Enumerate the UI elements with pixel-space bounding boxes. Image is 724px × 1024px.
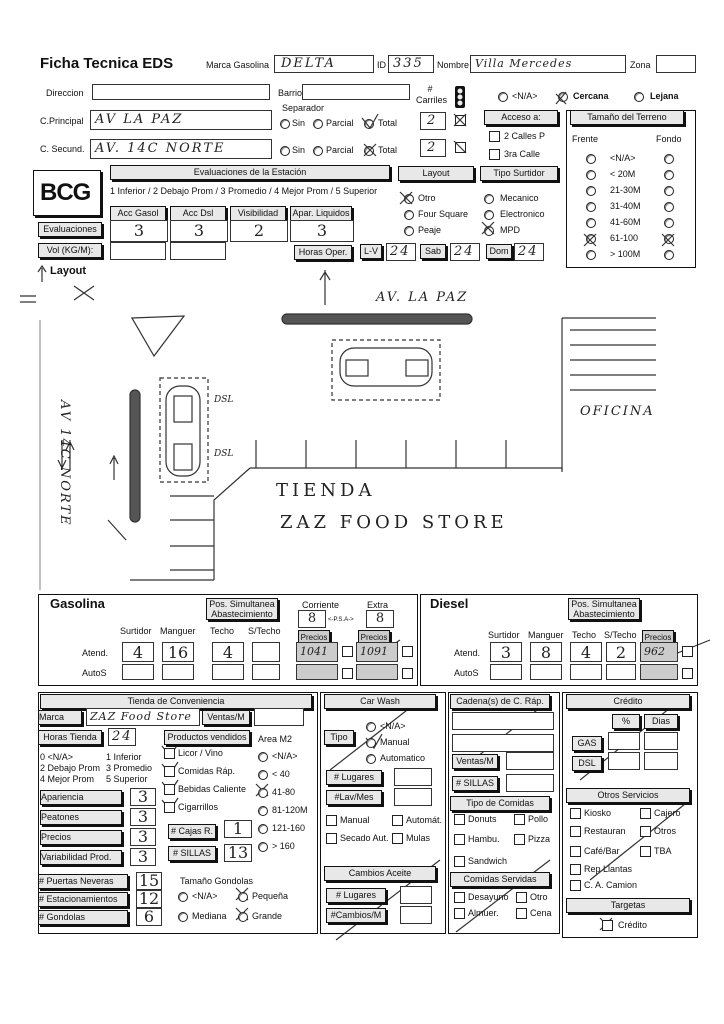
rating-field[interactable]: 3 (130, 808, 156, 826)
area-label: < 40 (272, 769, 290, 779)
otro-servicio-label: C. A. Camion (584, 880, 638, 890)
tienda-cajas-field[interactable]: 1 (224, 820, 252, 838)
layout-otro-mark (400, 192, 412, 204)
sketch-street-top: AV. LA PAZ (376, 290, 469, 305)
credito-gas-label: GAS (572, 736, 602, 751)
dsl-autos-surtidor[interactable] (490, 664, 522, 680)
eval-accgasol-field[interactable]: 3 (110, 220, 168, 242)
tienda-horas-value: 24 (112, 729, 133, 744)
dsl-autos-stecho[interactable] (606, 664, 636, 680)
gond-pequena-radio[interactable] (238, 892, 248, 902)
area-label: 41-80 (272, 787, 296, 797)
credito-dias: Dias (644, 714, 678, 729)
gas-autos-precio1[interactable] (296, 664, 338, 680)
gas-col-manguer: Manguer (160, 626, 196, 636)
comida-donuts-check[interactable] (454, 814, 465, 825)
cadenas-title: Cadena(s) de C. Ráp. (450, 694, 550, 709)
tienda-scale3: 2 Debajo Prom (40, 763, 101, 773)
nombre-value: Villa Mercedes (475, 57, 573, 70)
eval-visibilidad-field[interactable]: 2 (230, 220, 288, 242)
cw-lav-field[interactable] (394, 788, 432, 806)
producto-label: Cigarrillos (178, 802, 219, 812)
tienda-neveras-label: # Puertas Neveras (38, 874, 128, 889)
tienda-scale2: 1 Inferior (106, 752, 142, 762)
comida-sandwich-check[interactable] (454, 856, 465, 867)
cw-manual-radio[interactable] (366, 738, 376, 748)
carriles-label: # Carriles (416, 84, 448, 105)
sep-s-total-mark (364, 144, 376, 156)
layout-otro-label: Otro (418, 193, 436, 203)
acceso-cercana-label: Cercana (573, 91, 609, 101)
page-title: Ficha Tecnica EDS (40, 55, 174, 72)
otro-servicio-check[interactable] (570, 826, 581, 837)
mpd-mark (482, 222, 494, 234)
gas-precio-extra[interactable] (356, 642, 398, 662)
serv-cena-label: Cena (530, 908, 552, 918)
dsl-atend-techo[interactable]: 4 (570, 642, 602, 662)
dsl-col-manguer: Manguer (528, 630, 564, 640)
gas-precio-corr[interactable] (296, 642, 338, 662)
surtidor-title: Tipo Surtidor (480, 166, 558, 181)
eval-col-accdsl: Acc Dsl (170, 206, 226, 221)
gas-autos-surtidor[interactable] (122, 664, 154, 680)
targeta-credito-label: Crédito (618, 920, 648, 930)
horas-sab-label: Sab (420, 244, 446, 259)
carwash-title: Car Wash (324, 694, 436, 709)
area-radio[interactable] (258, 806, 268, 816)
id-label: ID (377, 60, 386, 70)
zona-label: Zona (630, 60, 651, 70)
horas-dom-value: 24 (518, 244, 539, 259)
cadenas-sillas-field[interactable] (506, 774, 554, 792)
otro-servicio-label: TBA (654, 846, 672, 856)
otro-servicio-label: Restauran (584, 826, 626, 836)
eval-accdsl-field[interactable]: 3 (170, 220, 228, 242)
tienda-ventas-label: Ventas/M (202, 710, 250, 725)
gasolina-psa: <-P.S.A-> (328, 617, 354, 623)
tienda-gondolas-field[interactable]: 6 (136, 908, 162, 926)
gas-col-techo: Techo (210, 626, 235, 636)
cadenas-field-2[interactable] (452, 734, 554, 752)
id-value: 335 (393, 56, 424, 71)
dsl-autos-manguer[interactable] (530, 664, 562, 680)
horas-label: Horas Oper. (294, 245, 352, 260)
producto-check[interactable] (164, 766, 175, 777)
comida-donuts-label: Donuts (468, 814, 497, 824)
tienda-estac-label: # Estacionamientos (38, 892, 128, 907)
cw-automat-check[interactable] (392, 815, 403, 826)
carwash-tipo-label: Tipo (324, 730, 354, 745)
acceso-title: Acceso a: (484, 110, 558, 125)
cadenas-servidas-title: Comidas Servidas (450, 872, 550, 887)
nombre-label: Nombre (437, 60, 470, 70)
tienda-marca-value: ZAZ Food Store (90, 710, 192, 723)
bcg-logo-text: BCG (40, 179, 91, 206)
area-label: <N/A> (272, 751, 298, 761)
csecund-value: AV. 14C NORTE (95, 141, 226, 156)
gond-na-radio[interactable] (178, 892, 188, 902)
cw-manual-label: Manual (380, 737, 410, 747)
credito-dsl-dias[interactable] (644, 752, 678, 770)
dsl-precio-check[interactable] (682, 646, 693, 657)
dsl-atend-surtidor[interactable]: 3 (490, 642, 522, 662)
otro-servicio-check[interactable] (570, 864, 581, 875)
rating-label: Variabilidad Prod. (40, 850, 122, 865)
gond-grande-label: Grande (252, 911, 283, 921)
diesel-pos: Pos. Simultanea Abastecimiento (568, 598, 640, 620)
cw-manual-check[interactable] (326, 815, 337, 826)
evaluaciones-title: Evaluaciones de la Estación (110, 165, 390, 180)
producto-label: Comidas Ráp. (178, 766, 236, 776)
otro-servicio-label: Café/Bar (584, 846, 620, 856)
dsl-col-surtidor: Surtidor (488, 630, 520, 640)
rating-field[interactable]: 3 (130, 788, 156, 806)
sketch-layout-label: Layout (50, 265, 87, 277)
serv-otro-check[interactable] (516, 892, 527, 903)
gas-autos-precio2-check[interactable] (402, 668, 413, 679)
dsl-col-stecho: S/Techo (604, 630, 637, 640)
gas-atend-manguer[interactable]: 16 (162, 642, 194, 662)
serv-desayuno-check[interactable] (454, 892, 465, 903)
area-radio[interactable] (258, 770, 268, 780)
gasolina-pos: Pos. Simultanea Abastecimiento (206, 598, 278, 620)
cw-mulas-check[interactable] (392, 833, 403, 844)
gas-precios-1: Precios (298, 630, 330, 645)
gas-precio-corr-check[interactable] (342, 646, 353, 657)
cw-na-radio[interactable] (366, 722, 376, 732)
eval-col-visibilidad: Visibilidad (230, 206, 286, 221)
sep-p-total-label: Total (378, 118, 398, 128)
marca-label: Marca Gasolina (206, 60, 270, 70)
cprincipal-value: AV LA PAZ (95, 112, 184, 127)
otro-servicio-check[interactable] (640, 826, 651, 837)
tienda-marca-field[interactable] (86, 708, 200, 726)
rating-label: Precios (40, 830, 122, 845)
tienda-horas-field[interactable] (108, 728, 136, 746)
gond-mediana-label: Mediana (192, 911, 227, 921)
area-label: 121-160 (272, 823, 306, 833)
otro-servicio-label: Otros (654, 826, 677, 836)
gas-autos-manguer[interactable] (162, 664, 194, 680)
comida-pizza-check[interactable] (514, 834, 525, 845)
tienda-gondolas-label: # Gondolas (38, 910, 128, 925)
marca-value: DELTA (281, 56, 336, 71)
area-radio[interactable] (258, 842, 268, 852)
tienda-sillas-field[interactable]: 13 (224, 844, 252, 862)
cadenas-sillas-label: # SILLAS (452, 776, 498, 791)
otro-servicio-check[interactable] (570, 808, 581, 819)
sketch-dsl1: DSL (214, 395, 234, 405)
gas-autos-techo[interactable] (212, 664, 244, 680)
credito-pct: % (612, 714, 640, 729)
serv-almuer-label: Almuer. (468, 908, 499, 918)
gas-atend-stecho[interactable] (252, 642, 280, 662)
cw-auto-radio[interactable] (366, 754, 376, 764)
cprincipal-label: C.Principal (40, 116, 84, 126)
gas-precio-extra-check[interactable] (402, 646, 413, 657)
dsl-precio[interactable] (640, 642, 678, 662)
gas-precios-2: Precios (358, 630, 390, 645)
producto-label: Bebidas Caliente (178, 784, 247, 794)
serv-desayuno-label: Desayuno (468, 892, 509, 902)
layout-peaje-label: Peaje (418, 225, 442, 235)
fondo-61-mark (662, 234, 674, 246)
gond-mediana-radio[interactable] (178, 912, 188, 922)
frente-61-mark (584, 234, 596, 246)
gas-col-stecho: S/Techo (248, 626, 281, 636)
terreno-option-label: 31-40M (610, 201, 641, 211)
terreno-option-label: < 20M (610, 169, 636, 179)
terreno-title: Tamaño del Terreno (570, 110, 684, 125)
evaluaciones-scale: 1 Inferior / 2 Debajo Prom / 3 Promedio / 4 Mejor Prom / 5 Superior (110, 186, 378, 196)
rating-field[interactable]: 3 (130, 828, 156, 846)
serv-almuer-check[interactable] (454, 908, 465, 919)
cw-secado-check-label: Secado Aut. (340, 833, 389, 843)
diesel-title: Diesel (430, 596, 469, 611)
eval-liquidos-field[interactable]: 3 (290, 220, 354, 242)
direccion-label: Direccion (46, 88, 84, 98)
horas-dom-label: Dom (486, 244, 512, 259)
tienda-estac-field[interactable]: 12 (136, 890, 162, 908)
cadenas-field-1[interactable] (452, 712, 554, 730)
serv-cena-check[interactable] (516, 908, 527, 919)
producto-check[interactable] (164, 802, 175, 813)
layout-title: Layout (398, 166, 474, 181)
gond-pequena-label: Pequeña (252, 891, 289, 901)
separador-label: Separador (282, 103, 325, 113)
terreno-option-label: 21-30M (610, 185, 641, 195)
csecund-label: C. Secund. (40, 144, 85, 154)
otro-servicio-label: Kiosko (584, 808, 612, 818)
comida-pollo-label: Pollo (528, 814, 549, 824)
tienda-scale1: 0 <N/A> (40, 752, 74, 762)
dsl-autos-label: AutoS (454, 668, 479, 678)
gas-atend-techo[interactable]: 4 (212, 642, 244, 662)
dsl-autos-precio-check[interactable] (682, 668, 693, 679)
carriles-p-mark (454, 114, 466, 126)
comida-pizza-label: Pizza (528, 834, 551, 844)
dsl-atend-manguer[interactable]: 8 (530, 642, 562, 662)
acceso-tercera-label: 3ra Calle (504, 149, 541, 159)
gas-autos-label: AutoS (82, 668, 107, 678)
terreno-frente: Frente (572, 134, 599, 144)
credito-dsl-label: DSL (572, 756, 602, 771)
otro-servicio-label: Cajero (654, 808, 681, 818)
otro-servicio-check[interactable] (640, 808, 651, 819)
comida-pollo-check[interactable] (514, 814, 525, 825)
tienda-area-label: Area M2 (258, 734, 293, 744)
terreno-option-label: <N/A> (610, 153, 636, 163)
cw-lugares-field[interactable] (394, 768, 432, 786)
gas-autos-precio1-check[interactable] (342, 668, 353, 679)
dsl-autos-techo[interactable] (570, 664, 602, 680)
cw-lugares-label: # Lugares (326, 770, 382, 785)
tienda-cajas-label: # Cajas R. (168, 824, 216, 839)
eval-col-accgasol: Acc Gasol (110, 206, 166, 221)
dsl-atend-stecho[interactable]: 2 (606, 642, 636, 662)
producto-label: Licor / Vino (178, 748, 223, 758)
sep-s-total-label: Total (378, 145, 398, 155)
aceite-cambios-field[interactable] (400, 906, 432, 924)
credito-title: Crédito (566, 694, 690, 709)
tienda-marca-label: Marca (38, 710, 82, 725)
cw-manual-check-label: Manual (340, 815, 370, 825)
sketch-oficina: OFICINA (580, 404, 655, 419)
layout-foursquare-label: Four Square (418, 209, 469, 219)
tienda-scale5: 4 Mejor Prom (40, 774, 95, 784)
aceite-title: Cambios Aceite (324, 866, 436, 881)
tienda-productos-title: Productos vendidos (164, 730, 250, 745)
cw-lav-label: #Lav/Mes (326, 790, 382, 805)
terreno-option-label: 41-60M (610, 217, 641, 227)
tienda-tam-gond: Tamaño Gondolas (180, 876, 254, 886)
comida-sandwich-label: Sandwich (468, 856, 508, 866)
gasolina-extra-field[interactable]: 8 (366, 610, 394, 628)
credito-dsl-pct[interactable] (608, 752, 640, 770)
gond-grande-radio[interactable] (238, 912, 248, 922)
gas-col-surtidor: Surtidor (120, 626, 152, 636)
area-label: 81-120M (272, 805, 308, 815)
dsl-autos-precio[interactable] (640, 664, 678, 680)
gas-autos-stecho[interactable] (252, 664, 280, 680)
terreno-option-label: > 100M (610, 249, 641, 259)
surtidor-mpd-label: MPD (500, 225, 520, 235)
cw-mulas-check-label: Mulas (406, 833, 431, 843)
sketch-street-left: AV 14C NORTE (57, 400, 72, 527)
credito-gas-dias[interactable] (644, 732, 678, 750)
sketch-tienda: TIENDA (276, 480, 376, 501)
surtidor-electronico-label: Electronico (500, 209, 545, 219)
eval-col-liquidos: Apar. Liquidos (290, 206, 352, 221)
gasolina-corriente-field[interactable]: 8 (298, 610, 326, 628)
sep-p-sin-label: Sin (292, 118, 306, 128)
terreno-option-label: 61-100 (610, 233, 639, 243)
sketch-dsl2: DSL (214, 449, 234, 459)
sep-s-parcial-label: Parcial (326, 145, 354, 155)
horas-lv-value: 24 (390, 244, 411, 259)
cadenas-ventas-field[interactable] (506, 752, 554, 770)
aceite-lugares-field[interactable] (400, 886, 432, 904)
tienda-neveras-field[interactable]: 15 (136, 872, 162, 890)
gasolina-corriente: Corriente (302, 600, 340, 610)
sep-p-total-mark (362, 114, 378, 128)
acceso-calles-label: 2 Calles P (504, 131, 546, 141)
comida-hambu-check[interactable] (454, 834, 465, 845)
serv-otro-label: Otro (530, 892, 548, 902)
evaluaciones-row-label: Evaluaciones (38, 222, 102, 237)
dsl-precio-value: 962 (644, 645, 665, 658)
tienda-sillas-label: # SILLAS (168, 846, 216, 861)
rating-field[interactable]: 3 (130, 848, 156, 866)
area-radio[interactable] (258, 752, 268, 762)
producto-check[interactable] (164, 748, 175, 759)
carriles-s-mark (454, 141, 466, 153)
otro-servicio-label: Rep Llantas (584, 864, 633, 874)
area-label: > 160 (272, 841, 295, 851)
vol-label: Vol (KG/M): (38, 243, 102, 258)
area-radio[interactable] (258, 824, 268, 834)
tienda-scale4: 3 Promedio (106, 763, 153, 773)
tienda-ventas-field[interactable] (254, 708, 304, 726)
cw-auto-label: Automatico (380, 753, 426, 763)
gond-na-label: <N/A> (192, 891, 218, 901)
gas-atend-label: Atend. (82, 648, 109, 658)
carriles-s-value: 2 (427, 140, 438, 155)
horas-lv-label: L-V (360, 244, 382, 259)
gas-precio-extra-value: 1091 (360, 645, 388, 658)
dsl-precios: Precios (642, 630, 674, 645)
dsl-col-techo: Techo (572, 630, 597, 640)
acceso-lejana-label: Lejana (650, 91, 679, 101)
cw-na-label: <N/A> (380, 721, 406, 731)
rating-label: Apariencia (40, 790, 122, 805)
dsl-atend-label: Atend. (454, 648, 481, 658)
tienda-horas-label: Horas Tienda (38, 730, 102, 745)
otro-servicio-check[interactable] (570, 880, 581, 891)
otro-servicio-check[interactable] (570, 846, 581, 857)
surtidor-mecanico-label: Mecanico (500, 193, 539, 203)
gasolina-extra: Extra (367, 600, 389, 610)
otros-title: Otros Servicios (566, 788, 690, 803)
aceite-lugares-label: # Lugares (326, 888, 386, 903)
area-radio[interactable] (258, 788, 268, 798)
comida-hambu-label: Hambu. (468, 834, 500, 844)
otro-servicio-check[interactable] (640, 846, 651, 857)
cadenas-ventas-label: Ventas/M (452, 754, 498, 769)
rating-label: Peatones (40, 810, 122, 825)
carriles-p-value: 2 (427, 113, 438, 128)
targeta-credito-check[interactable] (602, 920, 613, 931)
sep-s-sin-label: Sin (292, 145, 306, 155)
gas-atend-surtidor[interactable]: 4 (122, 642, 154, 662)
cw-automat-check-label: Automát. (406, 815, 443, 825)
acceso-na-label: <N/A> (512, 91, 538, 101)
tienda-scale6: 5 Superior (106, 774, 148, 784)
sep-p-parcial-label: Parcial (326, 118, 354, 128)
gas-precio-corr-value: 1041 (300, 645, 328, 658)
terreno-fondo: Fondo (656, 134, 682, 144)
credito-gas-pct[interactable] (608, 732, 640, 750)
cadenas-tipo-title: Tipo de Comidas (450, 796, 550, 811)
sketch-store: ZAZ FOOD STORE (280, 512, 508, 533)
horas-sab-value: 24 (454, 244, 475, 259)
cercana-check-mark (556, 92, 566, 104)
gas-autos-precio2[interactable] (356, 664, 398, 680)
targetas-title: Targetas (566, 898, 690, 913)
producto-check[interactable] (164, 784, 175, 795)
tienda-title: Tienda de Conveniencia (40, 694, 312, 709)
barrio-label: Barrio (278, 88, 303, 98)
gasolina-title: Gasolina (50, 596, 105, 611)
aceite-cambios-label: #Cambios/M (326, 908, 386, 923)
cw-secado-check[interactable] (326, 833, 337, 844)
